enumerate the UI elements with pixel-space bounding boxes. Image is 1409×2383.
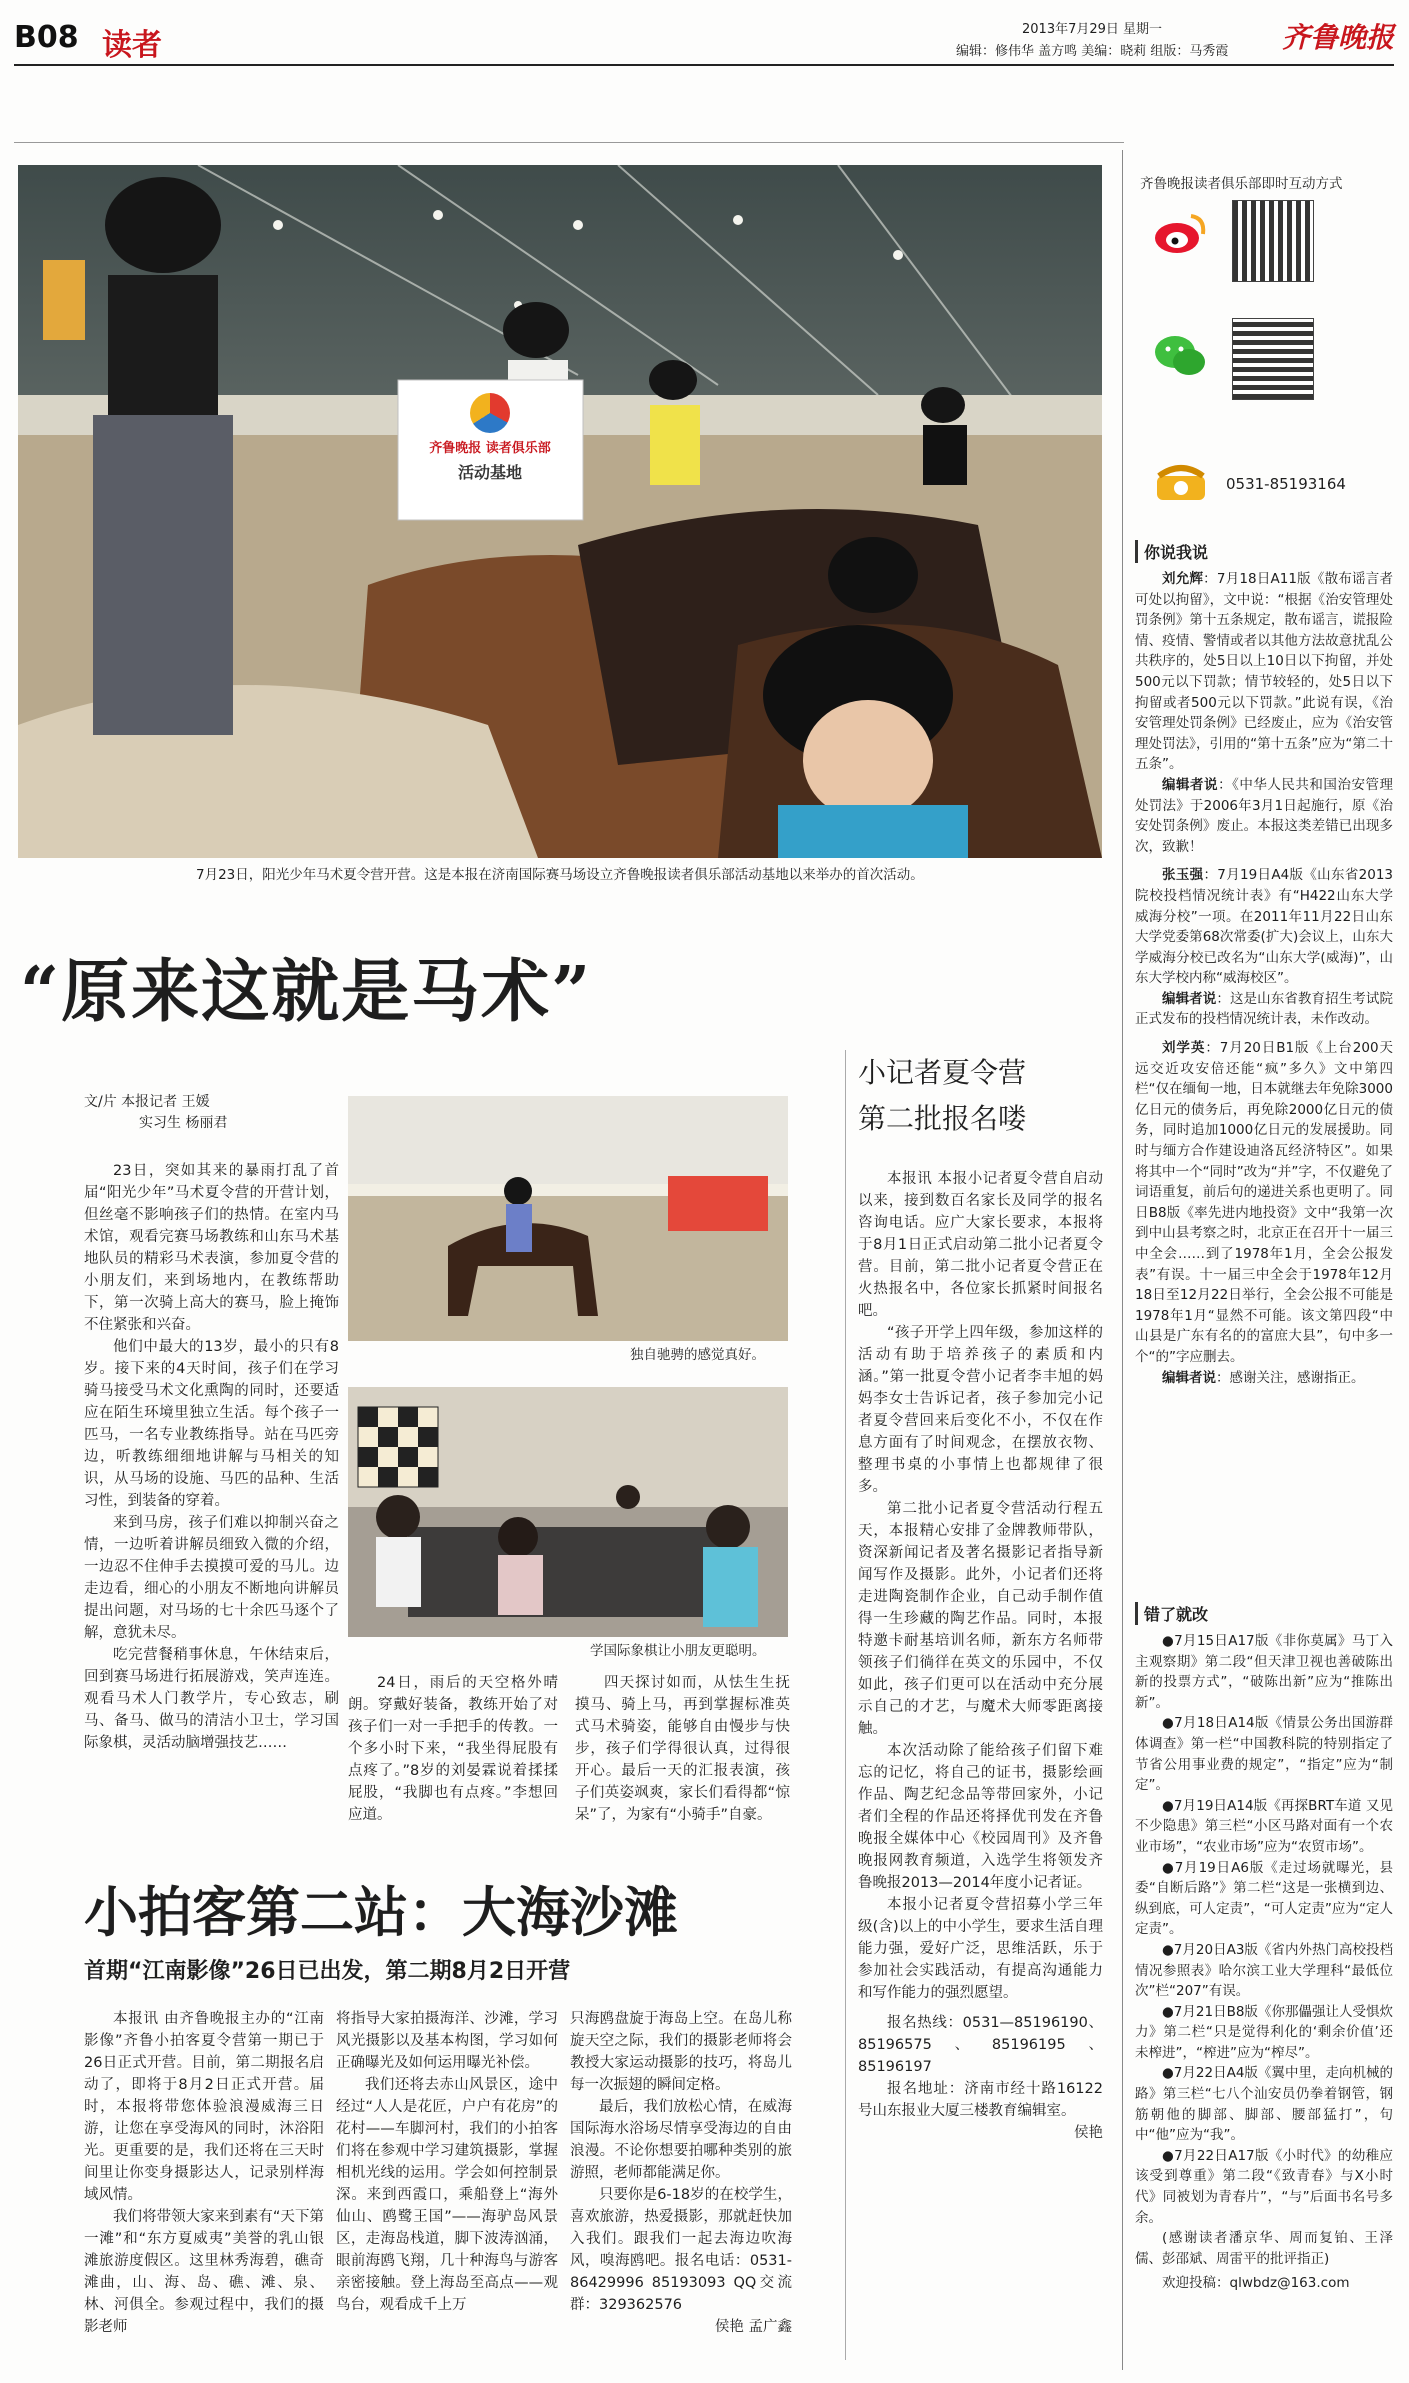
article2-col1 xyxy=(84,2008,324,2338)
editors-line: 编辑：修伟华 盖方鸣 美编：晓莉 组版：马秀霞 xyxy=(956,44,1229,59)
article2-col2 xyxy=(336,2008,558,2316)
chess-photo xyxy=(348,1387,788,1637)
sidebar-headline xyxy=(858,1050,1026,1142)
paragraph: 将指导大家拍摄海洋、沙滩，学习风光摄影以及基本构图，学习如何正确曝光及如何运用曝光补偿。 xyxy=(336,2011,558,2071)
page-header xyxy=(14,14,1394,64)
errata-item: ●7月19日A14版《再探BRT车道 又见不少隐患》第三栏“小区马路对面有一个农业市场”，“农业市场”应为“农贸市场”。 xyxy=(1135,1797,1393,1855)
author: 侯艳 xyxy=(1074,2125,1103,2141)
readers-box xyxy=(1135,540,1393,1388)
sign-logo-icon xyxy=(470,393,510,433)
activity-sign xyxy=(400,385,580,517)
paragraph: 本报讯 由齐鲁晚报主办的“江南影像”齐鲁小拍客夏令营第一期已于26日正式开营。目前，第二期报名启动了，即将于8月2日正式开营。届时，本报将带您体验浪漫威海三日游，让您在享受海风的同时，沐浴阳光。更重要的是，我们还将在三天时间里让你变身摄影达人，记录别样海域风情。 xyxy=(84,2011,324,2203)
paragraph: 23日，突如其来的暴雨打乱了首届“阳光少年”马术夏令营的开营计划，但丝毫不影响孩子们的热情。在室内马术馆，观看完赛马场教练和山东马术基地队员的精彩马术表演，参加夏令营的小朋友们，来到场地内，在教练帮助下，第一次骑上高大的赛马，脸上掩饰不住紧张和兴奋。 xyxy=(84,1163,339,1333)
weibo-qr-code xyxy=(1232,200,1314,282)
article2-subhead: 首期“江南影像”26日已出发，第二期8月2日开营 xyxy=(84,1959,571,1984)
article1-col1 xyxy=(84,1160,339,1754)
paragraph: 只要你是6-18岁的在校学生，喜欢旅游，热爱摄影，那就赶快加入我们。跟我们一起去海边吹海风，嗅海鸥吧。报名电话：0531-86429996 85193093 QQ交流群：329362576 xyxy=(570,2187,792,2313)
errata-item: (感谢读者潘京华、周而复铂、王泽儒、彭邵斌、周雷平的批评指正) xyxy=(1135,2230,1393,2267)
weibo-icon xyxy=(1153,210,1209,256)
errata-list xyxy=(1135,1631,1393,2294)
errata-item: ●7月21日B8版《你那儡强让人受惧炊力》第二栏“只是觉得利化的‘剩余价值’还未榨进”，“榨进”应为“榨尽”。 xyxy=(1135,2003,1393,2061)
article2-headline: 小拍客第二站：大海沙滩 xyxy=(84,1881,678,1944)
wechat-qr-code xyxy=(1232,318,1314,400)
reader-entry: 编辑者说：《中华人民共和国治安管理处罚法》于2006年3月1日起施行，原《治安处罚条例》废止。本报这类差错已出现多次，致歉！ xyxy=(1135,776,1393,855)
article1-byline xyxy=(84,1092,227,1134)
paragraph: 本报讯 本报小记者夏令营自启动以来，接到数百名家长及同学的报名咨询电话。应广大家长要求，本报将于8月1日正式启动第二批小记者夏令营。目前，第二批小记者夏令营正在火热报名中，各位家长抓紧时间报名吧。 xyxy=(858,1171,1103,1319)
errata-item: ●7月19日A6版《走过场就曝光，县委“自断后路”》第二栏“这是一张横到边、纵到底，可人定责”，“可人定责”应为“定人定责”。 xyxy=(1135,1859,1393,1938)
paragraph: 第二批小记者夏令营活动行程五天，本报精心安排了金牌教师带队，资深新闻记者及著名摄影记者指导新闻写作及摄影。此外，小记者们还将走进陶瓷制作企业，自己动手制作值得一生珍藏的陶艺作品。同时，本报特邀卡耐基培训名师，新东方名师带领孩子们徜徉在英文的乐园中，不仅如此，孩子们更可以在活动中充分展示自己的才艺，与魔术大师零距离接触。 xyxy=(858,1501,1103,1737)
address: 报名地址：济南市经十路16122号山东报业大厦三楼教育编辑室。 xyxy=(858,2081,1103,2119)
paragraph: 吃完营餐稍事休息，午休结束后，回到赛马场进行拓展游戏，笑声连连。观看马术人门教学片，专心致志，刷马、备马、做马的清洁小卫士，学习国际象棋，灵活动脑增强技艺…… xyxy=(84,1647,339,1751)
sidebar-article-body xyxy=(858,1168,1103,2144)
right-column-divider xyxy=(1122,150,1123,2370)
paragraph: 我们还将去赤山风景区，途中经过“人人是花匠，户户有花房”的花村——车脚河村，我们的小拍客们将在参观中学习建筑摄影，掌握相机光线的运用。学会如何控制景深。来到西霞口，乘船登上“海外仙山、鸥鹭王国”——海驴岛风景区，走海岛栈道，脚下波涛汹涌，眼前海鸥飞翔，几十种海鸟与游客亲密接触。登上海岛至高点——观鸟台，观看成千上万 xyxy=(336,2077,558,2313)
errata-item: ●7月22日A4版《翼中里，走向机械的路》第三栏“七八个汕安员仍拳着钢管，钢筋朝他的脚部、脚部、腰部猛打”，句中“他”应为“我”。 xyxy=(1135,2065,1393,2144)
article1-headline: “原来这就是马术” xyxy=(20,952,593,1032)
paragraph: 我们将带领大家来到素有“天下第一滩”和“东方夏威夷”美誉的乳山银滩旅游度假区。这里林秀海碧，礁奇滩曲，山、海、岛、礁、滩、泉、林、河俱全。参观过程中，我们的摄影老师 xyxy=(84,2209,324,2335)
sign-brand: 齐鲁晚报 读者俱乐部 xyxy=(429,441,551,456)
header-rule-thin xyxy=(14,142,1124,143)
sidebar-headline-line: 小记者夏令营 xyxy=(858,1056,1027,1089)
sidebar-headline-line: 第二批报名喽 xyxy=(858,1102,1027,1135)
errata-box xyxy=(1135,1602,1393,2294)
date-line: 2013年7月29日 星期一 xyxy=(1022,22,1163,37)
main-photo xyxy=(18,165,1102,858)
readers-title: 你说我说 xyxy=(1135,540,1393,563)
sidebar-divider xyxy=(845,1050,846,2360)
errata-item: ●7月15日A17版《非你莫属》马丁入主观察期》第二段“但天津卫视也善破陈出新的投票方式”，“破陈出新”应为“推陈出新”。 xyxy=(1135,1633,1393,1711)
errata-item: ●7月22日A17版《小时代》的幼稚应该受到尊重》第二段“《致青春》与X小时代》同被划为青春片”，“与”后面书名号多余。 xyxy=(1135,2147,1393,2226)
reader-entry: 张玉强：7月19日A4版《山东省2013院校投档情况统计表》有“H422山东大学威海分校”一项。在2011年11月22日山东大学党委第68次常委(扩大)会议上，山东大学威海分校已改名为“山东大学(威海)”，山东大学校内称“威海校区”。 xyxy=(1135,867,1394,987)
sign-text: 活动基地 xyxy=(457,463,522,482)
paragraph: 本次活动除了能给孩子们留下难忘的记忆，将自己的证书，摄影绘画作品、陶艺纪念品等带回家外，小记者们全程的作品还将择优刊发在齐鲁晚报全媒体中心《校园周刊》及齐鲁晚报网教育频道，入选学生将领发齐鲁晚报2013—2014年度小记者证。 xyxy=(858,1743,1103,1891)
chess-photo-caption: 学国际象棋让小朋友更聪明。 xyxy=(590,1643,766,1659)
brand-logo: 齐鲁晚报 xyxy=(1282,21,1395,54)
errata-item: ●7月20日A3版《省内外热门高校投档情况参照表》哈尔滨工业大学理科“最低位次”栏“207”有误。 xyxy=(1135,1941,1393,2000)
club-phone: 0531-85193164 xyxy=(1226,475,1346,493)
paragraph: 他们中最大的13岁，最小的只有8岁。接下来的4天时间，孩子们在学习骑马接受马术文化熏陶的同时，还要适应在陌生环境里独立生活。每个孩子一匹马，一名专业教练指导。站在马匹旁边，听教练细细地讲解与马相关的知识，从马场的设施、马匹的品种、生活习性，到装备的穿着。 xyxy=(84,1339,339,1509)
paragraph: 来到马房，孩子们难以抑制兴奋之情，一边听着讲解员细致入微的介绍，一边忍不住伸手去摸摸可爱的马儿。边走边看，细心的小朋友不断地向讲解员提出问题，对马场的七十余匹马逐个了解，意犹未尽。 xyxy=(84,1515,339,1641)
reader-entry: 编辑者说：这是山东省教育招生考试院正式发布的投档情况统计表，未作改动。 xyxy=(1135,990,1393,1028)
article1-col3 xyxy=(575,1672,790,1826)
paragraph: 本报小记者夏令营招募小学三年级(含)以上的中小学生，要求生活自理能力强，爱好广泛，思维活跃，乐于参加社会实践活动，有提高沟通能力和写作能力的强烈愿望。 xyxy=(858,1897,1103,2001)
article1-col2 xyxy=(348,1672,558,1826)
paragraph: 只海鸥盘旋于海岛上空。在岛儿称旋天空之际，我们的摄影老师将会教授大家运动摄影的技巧，将岛儿每一次振翅的瞬间定格。 xyxy=(570,2011,792,2093)
riding-photo xyxy=(348,1096,788,1341)
errata-email: 欢迎投稿：qlwbdz@163.com xyxy=(1162,2275,1350,2292)
errata-item: ●7月18日A14版《情景公务出国游群体调查》第一栏“中国教科院的特别指定了节省公用事业费的规定”，“指定”应为“制定”。 xyxy=(1135,1715,1393,1794)
wechat-icon xyxy=(1153,332,1209,380)
page-code: B08 xyxy=(14,20,79,55)
riding-photo-caption: 独自驰骋的感觉真好。 xyxy=(630,1347,765,1363)
section-name: 读者 xyxy=(102,28,162,63)
paragraph: “孩子开学上四年级，参加这样的活动有助于培养孩子的素质和内涵。”第一批夏令营小记者李丰旭的妈妈李女士告诉记者，孩子参加完小记者夏令营回来后变化不小，不仅在作息方面有了时间观念，在摆放衣物、整理书桌的小事情上也都规律了很多。 xyxy=(858,1325,1103,1495)
interaction-title: 齐鲁晚报读者俱乐部即时互动方式 xyxy=(1140,176,1343,192)
hotline: 报名热线：0531—85196190、85196575、85196195、85196197 xyxy=(858,2015,1103,2075)
paragraph: 最后，我们放松心情，在威海国际海水浴场尽情享受海边的自由浪漫。不论你想要拍哪种类别的旅游照，老师都能满足你。 xyxy=(570,2099,792,2181)
paragraph: 24日，雨后的天空格外晴朗。穿戴好装备，教练开始了对孩子们一对一手把手的传教。一个多小时下来，“我坐得屁股有点疼了。”8岁的刘晏霖说着揉揉屁股，“我脚也有点疼。”李想回应道。 xyxy=(348,1675,558,1823)
reader-entry: 刘允辉：7月18日A11版《散布谣言者可处以拘留》，文中说：“根据《治安管理处罚条例》第十五条规定，散布谣言，谎报险情、疫情、警情或者以其他方法故意扰乱公共秩序的，处5日以上10日以下拘留，并处500元以下罚款；情节较轻的，处5日以下拘留或者500元以下罚款。”此说有误，《治安管理处罚条例》已经废止，应为《治安管理处罚法》，引用的“第十五条”应为“第二十五条”。 xyxy=(1135,571,1394,773)
byline-line: 实习生 杨丽君 xyxy=(139,1115,228,1131)
paragraph: 四天探讨如而，从怯生生抚摸马、骑上马，再到掌握标准英式马术骑姿，能够自由慢步与快步，孩子们学得很认真，过得很开心。最后一天的汇报表演，孩子们英姿飒爽，家长们看得都“惊呆”了，为家有“小骑手”自豪。 xyxy=(575,1675,790,1823)
header-rule xyxy=(14,64,1394,66)
errata-title: 错了就改 xyxy=(1135,1602,1393,1625)
reader-entry: 编辑者说：感谢关注，感谢指正。 xyxy=(1162,1369,1365,1386)
phone-icon xyxy=(1153,462,1209,502)
main-photo-caption: 7月23日，阳光少年马术夏令营开营。这是本报在济南国际赛马场设立齐鲁晚报读者俱乐部活动基地以来举办的首次活动。 xyxy=(196,867,924,883)
reader-entry: 刘学英：7月20日B1版《上台200天远交近攻安倍还能“疯”多久》文中第四栏“仅在缅甸一地，日本就继去年免除3000亿日元的债务后，再免除2000亿日元的债务，同时追加1000亿日元的发展援助。同时与缅方合作建设迪洛瓦经济特区”。如果将其中一个“同时”改为“并”字，不仅避免了词语重复，前后句的递进关系也更明了。同日B8版《率先进内地投资》文中“我第一次到中山县考察之时，北京正在召开十一届三中全会……到了1978年1月，全会公报发表”有误。十一届三中全会于1978年12月18日至12月22日举行，全会公报不可能是1978年1月“显然不可能。该文第四段“中山县是广东有名的的富庶大县”，句中多一个“的”字应删去。 xyxy=(1135,1040,1393,1365)
readers-entries xyxy=(1135,569,1393,1388)
byline-line: 文/片 本报记者 王媛 xyxy=(84,1094,210,1110)
article2-col3 xyxy=(570,2008,792,2338)
author: 侯艳 孟广鑫 xyxy=(714,2319,792,2335)
